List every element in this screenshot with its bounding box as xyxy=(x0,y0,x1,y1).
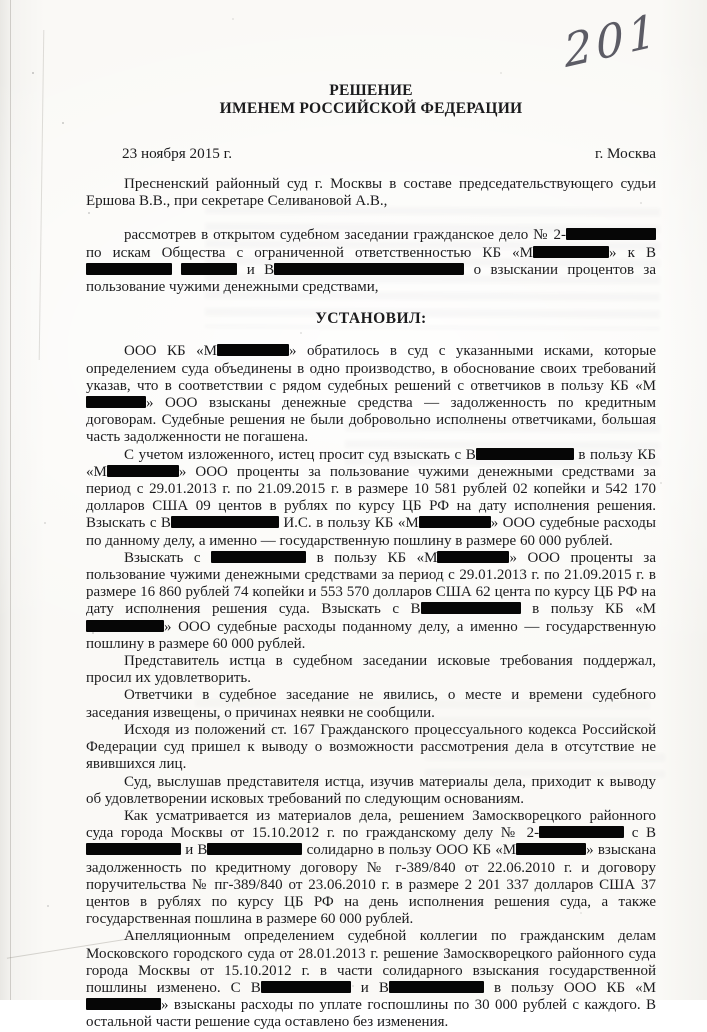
paragraph: Исходя из положений ст. 167 Гражданского процессуального кодекса Российской Федерации суд пришел к выводу о возможности рассмотрения дела в отсутствие не явившихся лиц. xyxy=(86,721,656,773)
paragraph: Взыскать с в пользу КБ «М » ООО проценты за пользование чужими денежными средствами за период с 29.01.2013 г. по 21.09.2015 г. в размере 16 860 рублей 74 копейки и 553 570 долларов США 62 цента по курсу ЦБ РФ на дату исполнения решения суда. Взыскать с В в пользу КБ «М» ООО судебные расходы поданному делу, а именно — государственную пошлину в размере 60 000 рублей. xyxy=(86,549,656,652)
document-content xyxy=(86,0,656,1032)
redaction-bar xyxy=(274,263,464,275)
document-subtitle: ИМЕНЕМ РОССИЙСКОЙ ФЕДЕРАЦИИ xyxy=(219,100,523,117)
paper-crease xyxy=(39,30,45,360)
paragraph: Суд, выслушав представителя истца, изучив материалы дела, приходит к выводу об удовлетворении исковых требований по следующим основаниям. xyxy=(86,773,656,807)
decision-date: 23 ноября 2015 г. xyxy=(122,145,232,162)
date-place-row xyxy=(86,145,656,163)
page-edge-line xyxy=(10,0,11,1000)
redaction-bar xyxy=(566,228,656,240)
paragraph: Представитель истца в судебном заседании исковые требования поддержал, просил их удовлетворить. xyxy=(86,653,656,687)
redaction-bar xyxy=(437,551,509,563)
section-heading: УСТАНОВИЛ: xyxy=(315,310,427,328)
paragraph: С учетом изложенного, истец просит суд взыскать с В в пользу КБ «М » ООО проценты за пользование чужими денежными средствами за период с 29.01.2013 г. по 21.09.2015 г. в размере 10 581 рублей 02 копейки и 542 170 долларов США 09 центов в рублях по курсу ЦБ РФ на дату исполнения решения. Взыскать с В И.С. в пользу КБ «М » ООО судебные расходы по данному делу, а именно — государственную пошлину в размере 60 000 рублей. xyxy=(86,446,657,549)
redaction-bar xyxy=(421,602,521,614)
paragraph: ООО КБ «М » обратилось в суд с указанными исками, которые определением суда объединены в одно производство, в обоснование своих требований указав, что в соответствии с рядом судебных решений с ответчиков в пользу КБ «М» ООО взысканы денежные средства — задолженность по кредитным договорам. Судебные решения не были добровольно исполнены ответчиками, большая часть задолженности не погашена. xyxy=(86,343,656,446)
redaction-bar xyxy=(211,551,306,563)
redaction-bar xyxy=(181,263,237,275)
redaction-bar xyxy=(419,516,491,528)
paragraph: Апелляционным определением судебной коллегии по гражданским делам Московского городского суда от 28.01.2013 г. решение Замоскворецкого районного суда города Москвы от 15.10.2012 г. в части солидарного взыскания государственной пошлины изменено. С В и В в пользу ООО КБ «М» взысканы расходы по уплате госпошлины по 30 000 рублей с каждого. В остальной части решение суда оставлено без изменения. xyxy=(86,928,656,1031)
redaction-bar xyxy=(86,396,146,408)
redaction-bar xyxy=(217,344,289,356)
redaction-bar xyxy=(476,448,574,460)
redaction-bar xyxy=(86,620,164,632)
redaction-bar xyxy=(86,998,161,1010)
paragraph: Ответчики в судебное заседание не явились, о месте и времени судебного заседания извещены, о причинах неявки не сообщили. xyxy=(86,687,656,721)
redaction-bar xyxy=(207,843,302,855)
paragraph: Как усматривается из материалов дела, решением Замоскворецкого районного суда города Москвы от 15.10.2012 г. по гражданскому делу № 2- с В и В солидарно в пользу ООО КБ «М » взыскана задолженность по кредитному договору № г-389/840 от 22.06.2010 г. и договору поручительства № пг-389/840 от 23.06.2010 г. в размере 2 201 337 долларов США 37 центов в рублях по курсу ЦБ РФ на день исполнения решения суда, а также государственная пошлина в размере 60 000 рублей. xyxy=(86,807,656,928)
redaction-bar xyxy=(171,516,279,528)
redaction-bar xyxy=(86,843,181,855)
paragraph: Пресненский районный суд г. Москвы в составе председательствующего судьи Ершова В.В., при секретаре Селивановой А.В., xyxy=(86,176,656,210)
paragraph: рассмотрев в открытом судебном заседании гражданское дело № 2- по искам Общества с ограниченной ответственностью КБ «М » к В и В о взыскании процентов за пользование чужими денежными средствами, xyxy=(86,227,657,296)
decision-city: г. Москва xyxy=(594,145,656,162)
redaction-bar xyxy=(86,263,172,275)
document-title-block xyxy=(86,82,656,118)
document-body xyxy=(86,176,656,1032)
redaction-bar xyxy=(533,246,609,258)
document-title: РЕШЕНИЕ xyxy=(329,82,413,99)
redaction-bar xyxy=(389,981,484,993)
redaction-bar xyxy=(261,981,351,993)
redaction-bar xyxy=(539,826,624,838)
handwritten-page-number: 201 xyxy=(561,2,662,79)
scan-noise-speckles xyxy=(0,0,2,2)
redaction-bar xyxy=(107,465,179,477)
redaction-bar xyxy=(516,843,586,855)
